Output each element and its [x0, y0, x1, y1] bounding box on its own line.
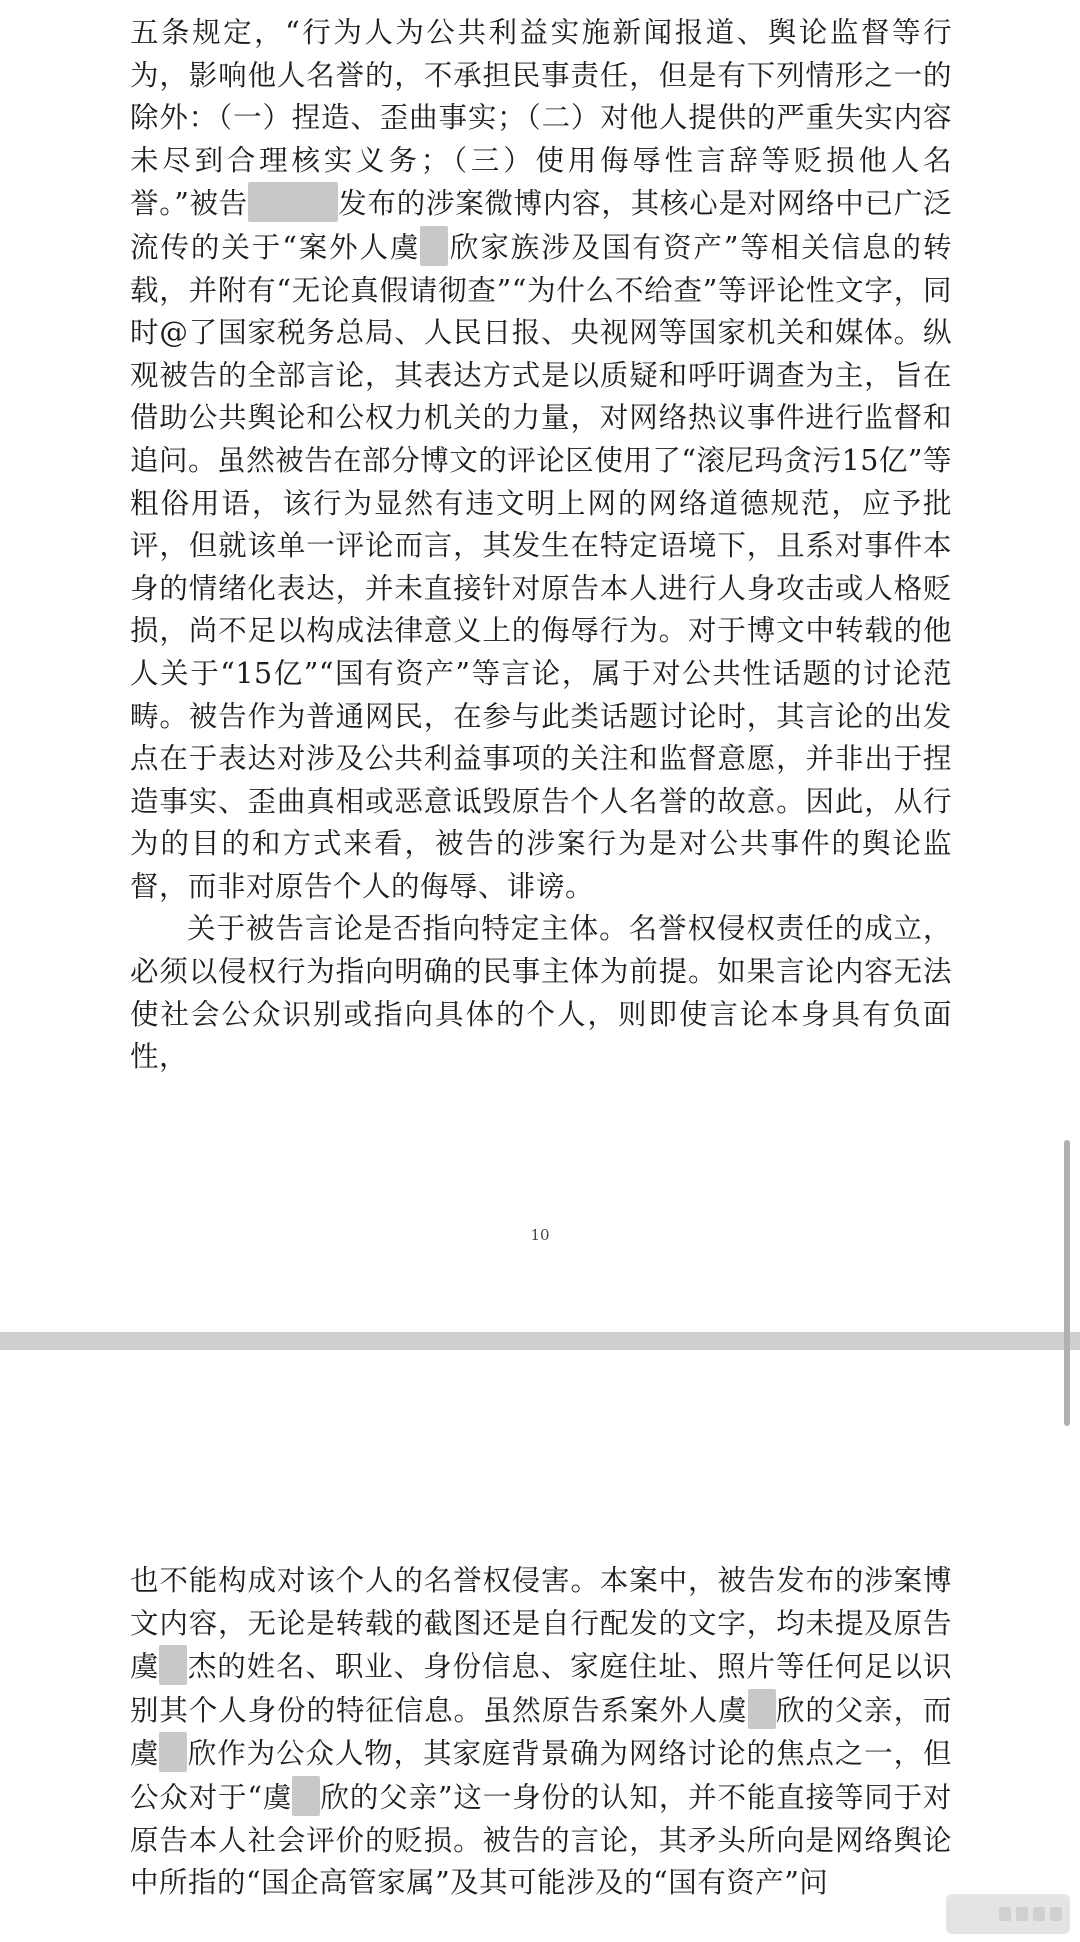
page-2-body — [130, 1560, 952, 1905]
watermark-glyph — [999, 1907, 1011, 1921]
redaction-block — [748, 1689, 776, 1729]
redaction-block — [159, 1732, 187, 1772]
text-run: 发布的涉案微博内容，其核心是对网络中已广泛流传的关于“案外人虞 — [130, 187, 952, 264]
watermark-glyph — [1033, 1907, 1045, 1921]
text-run: 也不能构成对该个人的名誉权侵害。本案中，被告发布的涉案博文内容，无论是转载的截图还是自行配发的文字，均未提及原告虞 — [130, 1564, 952, 1684]
text-run: 欣的父亲，而虞 — [130, 1693, 952, 1771]
scrollbar-thumb[interactable] — [1064, 1140, 1070, 1426]
watermark-glyph — [1016, 1907, 1028, 1921]
text-run: 五条规定，“行为人为公共利益实施新闻报道、舆论监督等行为，影响他人名誉的，不承担民事责任，但是有下列情形之一的除外：（一）捏造、歪曲事实；（二）对他人提供的严重失实内容未尽到合理核实义务；（三）使用侮辱性言辞等贬损他人名誉。”被告 — [130, 16, 952, 221]
page-number: 10 — [530, 1226, 550, 1244]
redaction-block — [248, 182, 338, 222]
text-run: 欣家族涉及国有资产”等相关信息的转载，并附有“无论真假请彻查”“为什么不给查”等评论性文字，同时@了国家税务总局、人民日报、央视网等国家机关和媒体。纵观被告的全部言论，其表达方式是以质疑和呼吁调查为主，旨在借助公共舆论和公权力机关的力量，对网络热议事件进行监督和追问。虽然被告在部分博文的评论区使用了“滚尼玛贪污15亿”等粗俗用语，该行为显然有违文明上网的网络道德规范，应予批评，但就该单一评论而言，其发生在特定语境下，且系对事件本身的情绪化表达，并未直接针对原告本人进行人身攻击或人格贬损，尚不足以构成法律意义上的侮辱行为。对于博文中转载的他人关于“15亿”“国有资产”等言论，属于对公共性话题的讨论范畴。被告作为普通网民，在参与此类话题讨论时，其言论的出发点在于表达对涉及公共利益事项的关注和监督意愿，并非出于捏造事实、歪曲真相或恶意诋毁原告个人名誉的故意。因此，从行为的目的和方式来看，被告的涉案行为是对公共事件的舆论监督，而非对原告个人的侮辱、诽谤。 — [130, 230, 952, 903]
document-page-2 — [0, 1350, 1080, 1942]
watermark-glyph — [1050, 1907, 1062, 1921]
paragraph-2: 关于被告言论是否指向特定主体。名誉权侵权责任的成立，必须以侵权行为指向明确的民事主体为前提。如果言论内容无法使社会公众识别或指向具体的个人，则即使言论本身具有负面性， — [130, 912, 952, 1074]
text-run: 杰的姓名、职业、身份信息、家庭住址、照片等任何足以识别其个人身份的特征信息。虽然原告系案外人虞 — [130, 1650, 952, 1727]
paragraph-continued — [130, 1560, 952, 1905]
text-run: 欣作为公众人物，其家庭背景确为网络讨论的焦点之一，但公众对于“虞 — [130, 1737, 952, 1814]
text-run: 欣的父亲”这一身份的认知，并不能直接等同于对原告本人社会评价的贬损。被告的言论，其矛头所向是网络舆论中所指的“国企高管家属”及其可能涉及的“国有资产”问 — [130, 1780, 952, 1900]
redaction-block — [420, 226, 448, 266]
page-1-body — [130, 12, 952, 1079]
redaction-block — [159, 1645, 187, 1685]
paragraph-1 — [130, 12, 952, 908]
watermark-badge — [946, 1894, 1070, 1934]
redaction-block — [292, 1776, 320, 1816]
page-separator — [0, 1332, 1080, 1350]
